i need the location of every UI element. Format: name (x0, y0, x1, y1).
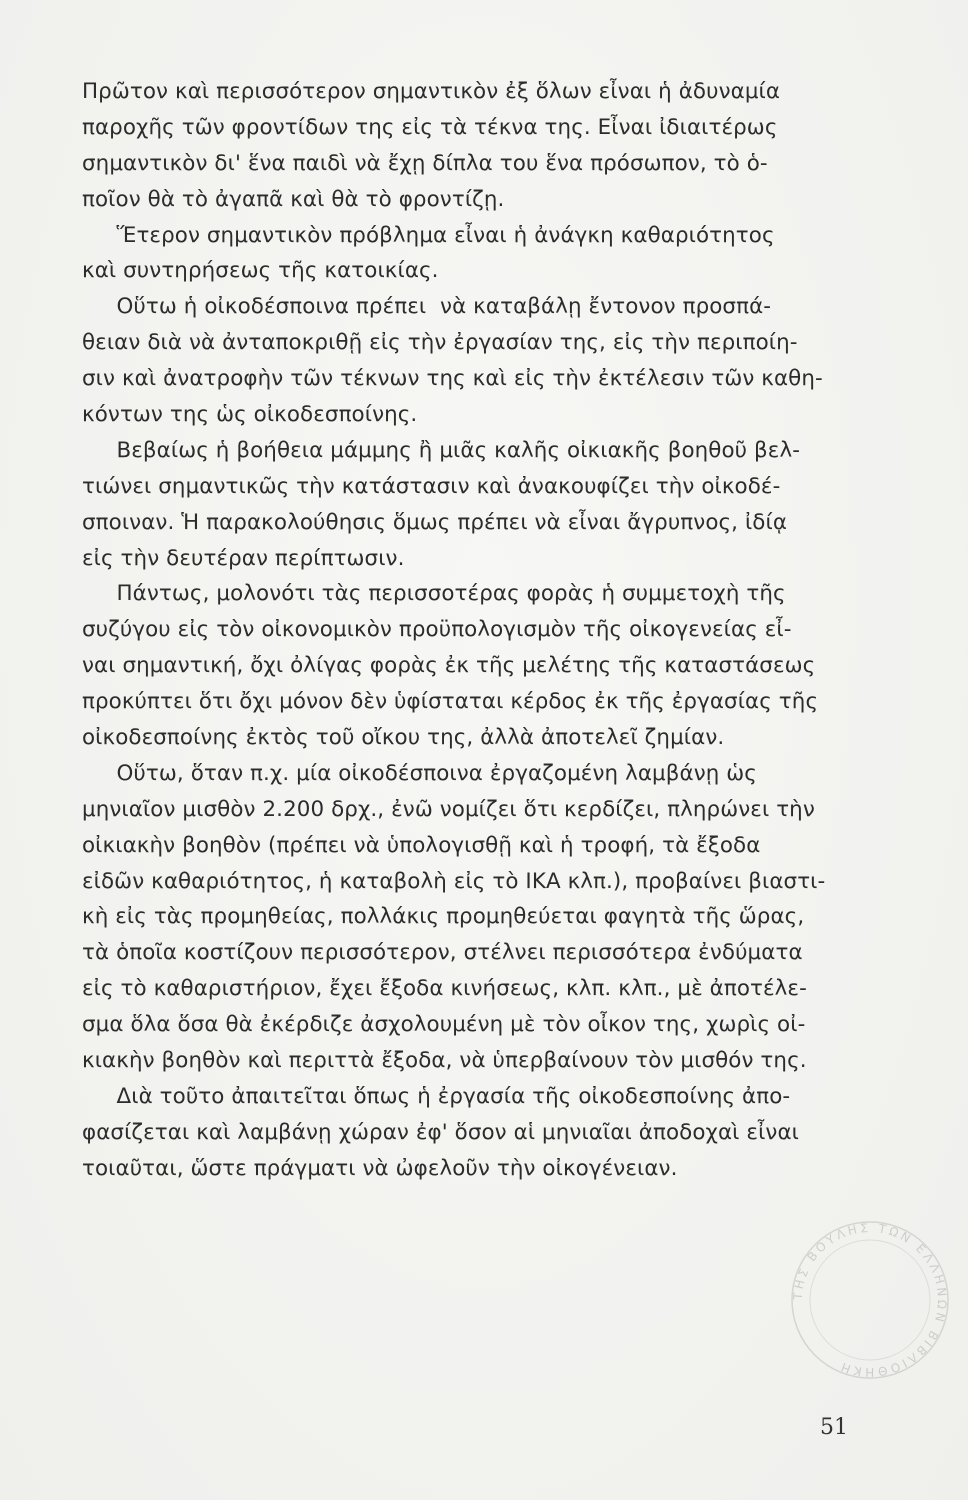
text-line: φασίζεται καὶ λαμβάνῃ χώραν ἐφ' ὅσον αἱ μηνιαῖαι ἀποδοχαὶ εἶναι (82, 1119, 800, 1145)
text-line: παροχῆς τῶν φροντίδων της εἰς τὰ τέκνα της. Εἶναι ἰδιαιτέρως (82, 114, 778, 140)
text-line: ναι σημαντική, ὄχι ὀλίγας φορὰς ἐκ τῆς μελέτης τῆς καταστάσεως (82, 653, 816, 679)
text-line: εἰς τὸ καθαριστήριον, ἔχει ἔξοδα κινήσεως, κλπ. κλπ., μὲ ἀποτέλε- (82, 976, 807, 1002)
text-line: Διὰ τοῦτο ἀπαιτεῖται ὅπως ἡ ἐργασία τῆς οἰκοδεσποίνης ἀπο- (82, 1083, 791, 1109)
text-line: οἰκοδεσποίνης ἐκτὸς τοῦ οἴκου της, ἀλλὰ ἀποτελεῖ ζημίαν. (82, 725, 725, 751)
page-number: 51 (820, 1415, 848, 1440)
text-line: Οὕτω, ὅταν π.χ. μία οἰκοδέσποινα ἐργαζομένη λαμβάνῃ ὡς (82, 760, 757, 786)
body-text (82, 74, 842, 1187)
text-line: θειαν διὰ νὰ ἀνταποκριθῇ εἰς τὴν ἐργασίαν της, εἰς τὴν περιποίη- (82, 330, 798, 356)
text-line: Ἕτερον σημαντικὸν πρόβλημα εἶναι ἡ ἀνάγκη καθαριότητος (82, 222, 775, 248)
text-line: Πρῶτον καὶ περισσότερον σημαντικὸν ἐξ ὅλων εἶναι ἡ ἀδυναμία (82, 79, 781, 104)
text-line: οἰκιακὴν βοηθὸν (πρέπει νὰ ὑπολογισθῇ καὶ ἡ τροφή, τὰ ἔξοδα (82, 832, 761, 858)
text-line: Πάντως, μολονότι τὰς περισσοτέρας φορὰς ἡ συμμετοχὴ τῆς (82, 581, 786, 607)
library-stamp (780, 1210, 960, 1390)
text-line: τοιαῦται, ὥστε πράγματι νὰ ὠφελοῦν τὴν οἰκογένειαν. (82, 1155, 678, 1181)
text-line: κόντων της ὡς οἰκοδεσποίνης. (82, 402, 418, 428)
text-line: Βεβαίως ἡ βοήθεια μάμμης ἢ μιᾶς καλῆς οἰκιακῆς βοηθοῦ βελ- (82, 437, 801, 463)
text-line: σμα ὅλα ὅσα θὰ ἐκέρδιζε ἀσχολουμένη μὲ τὸν οἶκον της, χωρὶς οἰ- (82, 1012, 806, 1038)
text-line: Οὕτω ἡ οἰκοδέσποινα πρέπει νὰ καταβάλῃ ἔντονον προσπά- (82, 294, 772, 320)
text-line: σποιναν. Ἡ παρακολούθησις ὅμως πρέπει νὰ εἶναι ἄγρυπνος, ἰδίᾳ (82, 509, 788, 535)
text-line: σημαντικὸν δι' ἕνα παιδὶ νὰ ἔχῃ δίπλα του ἕνα πρόσωπον, τὸ ὁ- (82, 150, 768, 176)
stamp-text: ΤΗΣ ΒΟΥΛΗΣ ΤΩΝ ΕΛΛΗΝΩΝ ΒΙΒΛΙΟΘΗΚΗ (790, 1220, 950, 1380)
text-line: σιν καὶ ἀνατροφὴν τῶν τέκνων της καὶ εἰς τὴν ἐκτέλεσιν τῶν καθη- (82, 366, 823, 392)
text-line: συζύγου εἰς τὸν οἰκονομικὸν προϋπολογισμὸν τῆς οἰκογενείας εἶ- (82, 617, 792, 643)
text-line: μηνιαῖον μισθὸν 2.200 δρχ., ἐνῶ νομίζει ὅτι κερδίζει, πληρώνει τὴν (82, 796, 815, 822)
text-line: κιακὴν βοηθὸν καὶ περιττὰ ἔξοδα, νὰ ὑπερβαίνουν τὸν μισθόν της. (82, 1048, 807, 1074)
text-line: προκύπτει ὅτι ὄχι μόνον δὲν ὑφίσταται κέρδος ἐκ τῆς ἐργασίας τῆς (82, 689, 819, 715)
text-line: τὰ ὁποῖα κοστίζουν περισσότερον, στέλνει περισσότερα ἐνδύματα (82, 940, 803, 966)
text-line: καὶ συντηρήσεως τῆς κατοικίας. (82, 258, 439, 284)
text-line: ποῖον θὰ τὸ ἀγαπᾶ καὶ θὰ τὸ φροντίζῃ. (82, 186, 505, 212)
text-line: εἰς τὴν δευτέραν περίπτωσιν. (82, 545, 405, 571)
text-line: κὴ εἰς τὰς προμηθείας, πολλάκις προμηθεύεται φαγητὰ τῆς ὥρας, (82, 904, 805, 930)
text-line: εἰδῶν καθαριότητος, ἡ καταβολὴ εἰς τὸ ΙΚΑ κλπ.), προβαίνει βιαστι- (82, 868, 826, 894)
text-line: τιώνει σημαντικῶς τὴν κατάστασιν καὶ ἀνακουφίζει τὴν οἰκοδέ- (82, 473, 781, 499)
